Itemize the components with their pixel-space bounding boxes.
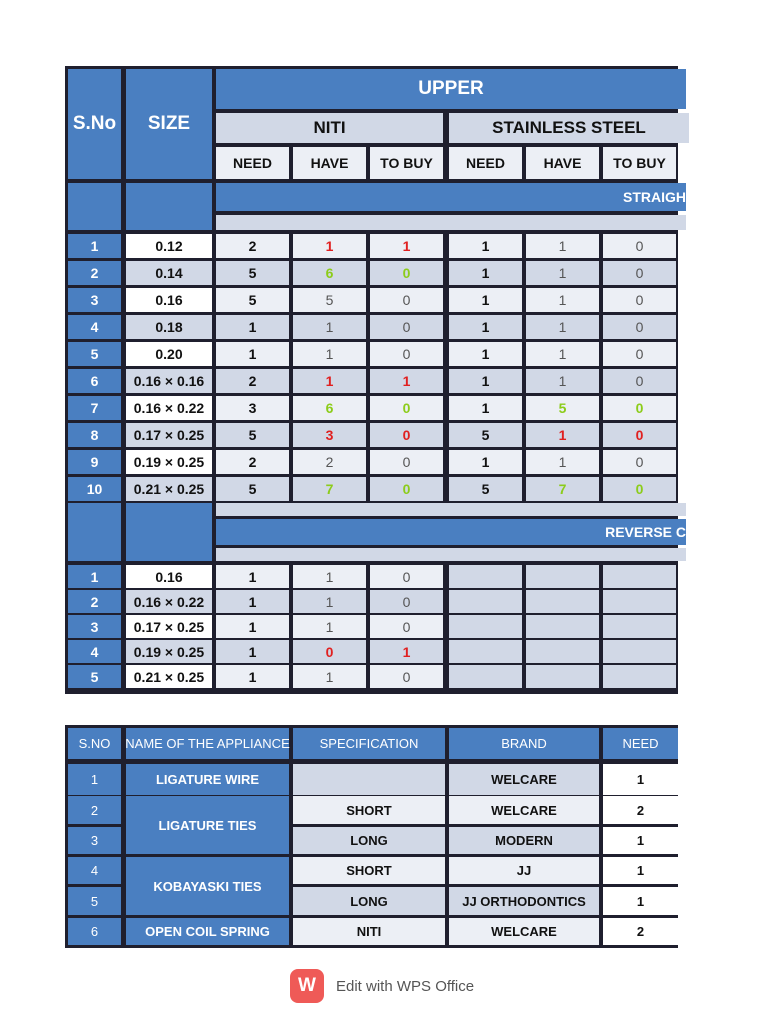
row-n-have[interactable]: 6 — [293, 261, 366, 285]
wps-logo-icon: W — [290, 969, 324, 1003]
appl-row-sno[interactable]: 2 — [68, 796, 121, 824]
row-size[interactable]: 0.17 × 0.25 — [126, 615, 212, 638]
section2-band-top[interactable] — [216, 503, 686, 516]
appl-row-sno[interactable]: 4 — [68, 857, 121, 884]
stock-table — [65, 66, 686, 694]
row-n-have[interactable]: 1 — [293, 615, 366, 638]
row-s-need[interactable]: 1 — [449, 396, 522, 420]
row-size[interactable]: 0.14 — [126, 261, 212, 285]
appl-row-sno[interactable]: 6 — [68, 918, 121, 945]
row-s-need[interactable] — [449, 590, 522, 613]
row-s-buy[interactable]: 0 — [603, 369, 676, 393]
appl-row-brand[interactable]: JJ — [449, 857, 599, 884]
row-size[interactable]: 0.16 — [126, 565, 212, 588]
row-s-buy[interactable]: 0 — [603, 450, 676, 474]
appl-row-brand[interactable]: WELCARE — [449, 764, 599, 795]
section-title-reverse[interactable]: REVERSE C — [216, 519, 686, 545]
row-n-buy[interactable]: 1 — [370, 369, 443, 393]
row-n-have[interactable]: 6 — [293, 396, 366, 420]
row-sno[interactable]: 5 — [68, 665, 121, 688]
appl-name-header[interactable]: NAME OF THE APPLIANCE — [126, 728, 289, 759]
appl-row-need[interactable]: 1 — [603, 764, 678, 795]
row-s-have[interactable]: 1 — [526, 315, 599, 339]
row-size[interactable]: 0.21 × 0.25 — [126, 665, 212, 688]
appl-row-brand[interactable]: WELCARE — [449, 796, 599, 824]
row-sno[interactable]: 3 — [68, 615, 121, 638]
row-size[interactable]: 0.19 × 0.25 — [126, 640, 212, 663]
row-sno[interactable]: 7 — [68, 396, 121, 420]
col-header-need[interactable]: NEED — [449, 147, 522, 179]
row-n-buy[interactable]: 0 — [370, 565, 443, 588]
row-n-have[interactable]: 1 — [293, 565, 366, 588]
row-n-buy[interactable]: 0 — [370, 423, 443, 447]
section-title-straight[interactable]: STRAIGH — [216, 183, 686, 211]
row-n-have[interactable]: 1 — [293, 369, 366, 393]
col-header-to-buy[interactable]: TO BUY — [370, 147, 443, 179]
appl-row-brand[interactable]: JJ ORTHODONTICS — [449, 887, 599, 915]
row-n-buy[interactable]: 0 — [370, 315, 443, 339]
row-n-have[interactable]: 3 — [293, 423, 366, 447]
row-s-have[interactable]: 7 — [526, 477, 599, 501]
row-n-buy[interactable]: 0 — [370, 665, 443, 688]
row-n-need[interactable]: 3 — [216, 396, 289, 420]
row-size[interactable]: 0.17 × 0.25 — [126, 423, 212, 447]
section2-size-blank[interactable] — [126, 503, 212, 561]
row-n-need[interactable]: 5 — [216, 288, 289, 312]
size-header[interactable]: SIZE — [126, 69, 212, 179]
row-s-buy[interactable] — [603, 615, 676, 638]
row-s-need[interactable]: 1 — [449, 261, 522, 285]
row-n-need[interactable]: 1 — [216, 665, 289, 688]
row-size[interactable]: 0.16 × 0.16 — [126, 369, 212, 393]
row-s-buy[interactable] — [603, 565, 676, 588]
row-sno[interactable]: 1 — [68, 234, 121, 258]
appl-need-header[interactable]: NEED — [603, 728, 678, 759]
row-n-need[interactable]: 2 — [216, 234, 289, 258]
row-s-need[interactable]: 1 — [449, 288, 522, 312]
row-n-have[interactable]: 1 — [293, 665, 366, 688]
appl-row-spec[interactable] — [293, 764, 445, 795]
row-s-buy[interactable]: 0 — [603, 315, 676, 339]
row-s-have[interactable]: 1 — [526, 261, 599, 285]
row-sno[interactable]: 2 — [68, 590, 121, 613]
appl-name[interactable]: LIGATURE TIES — [126, 796, 289, 854]
row-n-buy[interactable]: 0 — [370, 615, 443, 638]
row-n-buy[interactable]: 0 — [370, 590, 443, 613]
appl-row-need[interactable]: 2 — [603, 918, 678, 945]
row-s-need[interactable]: 1 — [449, 315, 522, 339]
row-sno[interactable]: 3 — [68, 288, 121, 312]
row-sno[interactable]: 6 — [68, 369, 121, 393]
section2-sno-blank[interactable] — [68, 503, 121, 561]
row-s-have[interactable]: 1 — [526, 450, 599, 474]
row-n-need[interactable]: 1 — [216, 315, 289, 339]
wps-edit-label[interactable]: Edit with WPS Office — [336, 977, 475, 995]
row-s-need[interactable]: 1 — [449, 342, 522, 366]
appl-row-spec[interactable]: NITI — [293, 918, 445, 945]
section2-band-bottom[interactable] — [216, 548, 686, 561]
row-n-buy[interactable]: 0 — [370, 288, 443, 312]
appliance-table — [65, 725, 678, 948]
row-s-have[interactable]: 1 — [526, 288, 599, 312]
row-n-buy[interactable]: 0 — [370, 261, 443, 285]
row-s-have[interactable]: 1 — [526, 234, 599, 258]
row-sno[interactable]: 1 — [68, 565, 121, 588]
row-n-buy[interactable]: 0 — [370, 396, 443, 420]
row-s-have[interactable] — [526, 640, 599, 663]
row-s-have[interactable]: 5 — [526, 396, 599, 420]
row-n-have[interactable]: 0 — [293, 640, 366, 663]
upper-header[interactable]: UPPER — [216, 69, 686, 109]
row-sno[interactable]: 10 — [68, 477, 121, 501]
appl-row-brand[interactable]: WELCARE — [449, 918, 599, 945]
row-n-have[interactable]: 1 — [293, 315, 366, 339]
row-n-need[interactable]: 1 — [216, 615, 289, 638]
appl-spec-header[interactable]: SPECIFICATION — [293, 728, 445, 759]
row-s-have[interactable] — [526, 615, 599, 638]
row-sno[interactable]: 9 — [68, 450, 121, 474]
row-s-have[interactable]: 1 — [526, 342, 599, 366]
appl-row-sno[interactable]: 5 — [68, 887, 121, 915]
row-n-need[interactable]: 1 — [216, 342, 289, 366]
appl-row-spec[interactable]: SHORT — [293, 796, 445, 824]
wps-edit-banner[interactable] — [290, 968, 474, 1004]
row-size[interactable]: 0.20 — [126, 342, 212, 366]
appl-row-spec[interactable]: LONG — [293, 887, 445, 915]
row-s-have[interactable]: 1 — [526, 369, 599, 393]
row-s-buy[interactable]: 0 — [603, 234, 676, 258]
row-s-need[interactable] — [449, 615, 522, 638]
row-n-need[interactable]: 5 — [216, 261, 289, 285]
appl-brand-header[interactable]: BRAND — [449, 728, 599, 759]
row-size[interactable]: 0.21 × 0.25 — [126, 477, 212, 501]
stainless-header[interactable]: STAINLESS STEEL — [449, 113, 689, 143]
appl-row-need[interactable]: 2 — [603, 796, 678, 824]
row-sno[interactable]: 4 — [68, 640, 121, 663]
row-sno[interactable]: 5 — [68, 342, 121, 366]
row-n-need[interactable]: 1 — [216, 590, 289, 613]
row-s-need[interactable] — [449, 640, 522, 663]
appl-row-spec[interactable]: LONG — [293, 827, 445, 854]
row-s-need[interactable]: 5 — [449, 423, 522, 447]
row-s-buy[interactable]: 0 — [603, 477, 676, 501]
row-size[interactable]: 0.18 — [126, 315, 212, 339]
col-header-have[interactable]: HAVE — [293, 147, 366, 179]
row-n-buy[interactable]: 0 — [370, 450, 443, 474]
appl-row-need[interactable]: 1 — [603, 857, 678, 884]
row-n-buy[interactable]: 1 — [370, 234, 443, 258]
row-n-need[interactable]: 5 — [216, 423, 289, 447]
row-s-buy[interactable]: 0 — [603, 261, 676, 285]
row-size[interactable]: 0.12 — [126, 234, 212, 258]
niti-header[interactable]: NITI — [216, 113, 443, 143]
row-s-need[interactable] — [449, 565, 522, 588]
row-n-have[interactable]: 7 — [293, 477, 366, 501]
appl-name[interactable]: KOBAYASKI TIES — [126, 857, 289, 915]
row-n-have[interactable]: 1 — [293, 590, 366, 613]
col-header-need[interactable]: NEED — [216, 147, 289, 179]
section-sno-blank[interactable] — [68, 183, 121, 230]
row-size[interactable]: 0.19 × 0.25 — [126, 450, 212, 474]
row-sno[interactable]: 2 — [68, 261, 121, 285]
row-s-need[interactable] — [449, 665, 522, 688]
row-n-buy[interactable]: 0 — [370, 477, 443, 501]
row-s-buy[interactable]: 0 — [603, 423, 676, 447]
appl-row-need[interactable]: 1 — [603, 827, 678, 854]
row-s-buy[interactable]: 0 — [603, 342, 676, 366]
appl-row-need[interactable]: 1 — [603, 887, 678, 915]
row-s-need[interactable]: 5 — [449, 477, 522, 501]
row-n-have[interactable]: 1 — [293, 234, 366, 258]
row-n-have[interactable]: 5 — [293, 288, 366, 312]
row-size[interactable]: 0.16 — [126, 288, 212, 312]
row-n-buy[interactable]: 1 — [370, 640, 443, 663]
row-sno[interactable]: 4 — [68, 315, 121, 339]
appl-row-sno[interactable]: 3 — [68, 827, 121, 854]
appl-name[interactable]: LIGATURE WIRE — [126, 764, 289, 795]
appl-row-brand[interactable]: MODERN — [449, 827, 599, 854]
row-size[interactable]: 0.16 × 0.22 — [126, 396, 212, 420]
row-s-need[interactable]: 1 — [449, 450, 522, 474]
row-n-have[interactable]: 1 — [293, 342, 366, 366]
row-n-need[interactable]: 2 — [216, 450, 289, 474]
row-n-need[interactable]: 5 — [216, 477, 289, 501]
sno-header[interactable]: S.No — [68, 69, 121, 179]
appl-name[interactable]: OPEN COIL SPRING — [126, 918, 289, 945]
row-s-need[interactable]: 1 — [449, 369, 522, 393]
row-s-buy[interactable] — [603, 640, 676, 663]
row-n-need[interactable]: 2 — [216, 369, 289, 393]
row-s-buy[interactable] — [603, 590, 676, 613]
col-header-to-buy[interactable]: TO BUY — [603, 147, 676, 179]
row-s-have[interactable] — [526, 590, 599, 613]
section-band-blank[interactable] — [216, 215, 686, 230]
row-n-have[interactable]: 2 — [293, 450, 366, 474]
row-s-buy[interactable]: 0 — [603, 396, 676, 420]
appl-row-spec[interactable]: SHORT — [293, 857, 445, 884]
row-n-need[interactable]: 1 — [216, 640, 289, 663]
row-s-buy[interactable] — [603, 665, 676, 688]
appl-sno-header[interactable]: S.NO — [68, 728, 121, 759]
row-s-have[interactable] — [526, 665, 599, 688]
row-sno[interactable]: 8 — [68, 423, 121, 447]
row-s-buy[interactable]: 0 — [603, 288, 676, 312]
row-size[interactable]: 0.16 × 0.22 — [126, 590, 212, 613]
appl-row-sno[interactable]: 1 — [68, 764, 121, 795]
row-n-need[interactable]: 1 — [216, 565, 289, 588]
row-s-have[interactable] — [526, 565, 599, 588]
row-n-buy[interactable]: 0 — [370, 342, 443, 366]
section-size-blank[interactable] — [126, 183, 212, 230]
col-header-have[interactable]: HAVE — [526, 147, 599, 179]
row-s-have[interactable]: 1 — [526, 423, 599, 447]
row-s-need[interactable]: 1 — [449, 234, 522, 258]
